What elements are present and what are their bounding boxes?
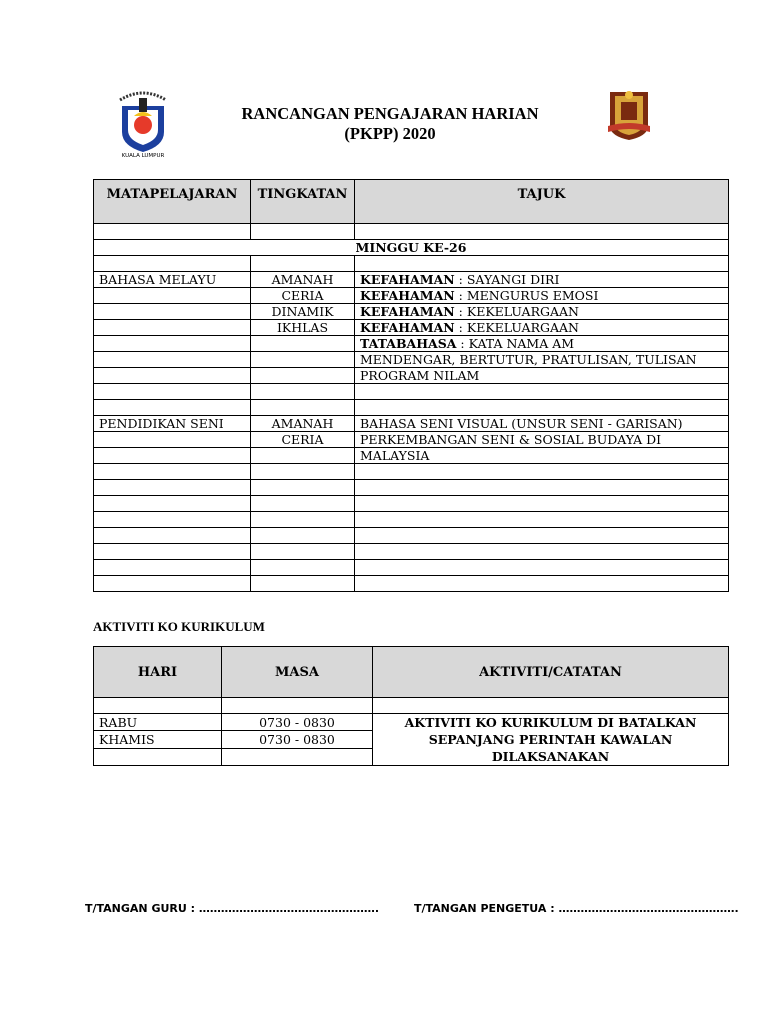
topic-category: KEFAHAMAN	[360, 320, 455, 335]
hari-cell: RABU	[94, 714, 222, 731]
class-cell: CERIA	[251, 432, 355, 448]
topic-cell	[355, 432, 729, 448]
week-label: MINGGU KE-26	[94, 240, 729, 256]
header-matapelajaran: MATAPELAJARAN	[94, 180, 251, 224]
class-cell	[251, 480, 355, 496]
topic-cell	[355, 384, 729, 400]
class-cell	[251, 576, 355, 592]
subject-cell	[94, 576, 251, 592]
topic-cell	[355, 576, 729, 592]
kokurikulum-table	[93, 646, 729, 766]
subject-cell	[94, 528, 251, 544]
header-aktiviti: AKTIVITI/CATATAN	[373, 647, 729, 698]
aktiviti-note: AKTIVITI KO KURIKULUM DI BATALKAN SEPANJANG PERINTAH KAWALAN DILAKSANAKAN	[373, 714, 729, 766]
table-row	[94, 480, 729, 496]
class-cell	[251, 448, 355, 464]
topic-category: TATABAHASA	[360, 336, 457, 351]
topic-cell	[355, 400, 729, 416]
subject-cell	[94, 480, 251, 496]
table-row	[94, 400, 729, 416]
class-cell	[251, 368, 355, 384]
topic-detail: : MENGURUS EMOSI	[454, 288, 599, 303]
header-hari: HARI	[94, 647, 222, 698]
header-tingkatan: TINGKATAN	[251, 180, 355, 224]
class-cell: IKHLAS	[251, 320, 355, 336]
table-row	[94, 544, 729, 560]
topic-cell	[355, 304, 729, 320]
school-logo-right	[604, 86, 654, 142]
principal-signature-line: T/TANGAN PENGETUA : ………………………………………….	[414, 902, 739, 915]
topic-cell	[355, 544, 729, 560]
table-row	[94, 320, 729, 336]
topic-cell	[355, 368, 729, 384]
topic-detail: : KEKELUARGAAN	[454, 320, 579, 335]
topic-detail: BAHASA SENI VISUAL (UNSUR SENI - GARISAN)	[360, 416, 683, 431]
table-row	[94, 384, 729, 400]
header-masa: MASA	[222, 647, 373, 698]
subject-cell	[94, 544, 251, 560]
class-cell	[251, 560, 355, 576]
table-row	[94, 272, 729, 288]
class-cell	[251, 336, 355, 352]
kokurikulum-heading: AKTIVITI KO KURIKULUM	[93, 619, 265, 634]
topic-category: KEFAHAMAN	[360, 272, 455, 287]
title-line-1: RANCANGAN PENGAJARAN HARIAN	[241, 104, 539, 123]
hari-cell: KHAMIS	[94, 731, 222, 748]
class-cell	[251, 400, 355, 416]
table-row	[94, 512, 729, 528]
topic-cell	[355, 480, 729, 496]
topic-cell	[355, 448, 729, 464]
topic-cell	[355, 560, 729, 576]
topic-detail: PROGRAM NILAM	[360, 368, 480, 383]
class-cell: CERIA	[251, 288, 355, 304]
class-cell	[251, 384, 355, 400]
subject-cell	[94, 432, 251, 448]
teacher-signature-line: T/TANGAN GURU : ………………………………………….	[85, 902, 380, 915]
subject-cell	[94, 496, 251, 512]
table-row	[94, 288, 729, 304]
class-cell	[251, 528, 355, 544]
class-cell	[251, 496, 355, 512]
table-row	[94, 256, 729, 272]
topic-category: KEFAHAMAN	[360, 304, 455, 319]
subject-cell: BAHASA MELAYU	[94, 272, 251, 288]
table-row	[94, 714, 729, 731]
table-row	[94, 496, 729, 512]
table-row	[94, 304, 729, 320]
topic-cell	[355, 512, 729, 528]
topic-cell	[355, 416, 729, 432]
subject-cell	[94, 464, 251, 480]
title-line-2: (PKPP) 2020	[344, 124, 436, 143]
topic-cell	[355, 496, 729, 512]
subject-cell	[94, 288, 251, 304]
subject-cell	[94, 320, 251, 336]
topic-cell	[355, 320, 729, 336]
topic-category: KEFAHAMAN	[360, 288, 455, 303]
table-row	[94, 698, 729, 714]
subject-cell	[94, 336, 251, 352]
table-row	[94, 416, 729, 432]
topic-detail: : KEKELUARGAAN	[454, 304, 579, 319]
class-cell: AMANAH	[251, 416, 355, 432]
masa-cell: 0730 - 0830	[222, 714, 373, 731]
topic-cell	[355, 464, 729, 480]
subject-cell	[94, 560, 251, 576]
table-row	[94, 224, 729, 240]
subject-cell	[94, 368, 251, 384]
class-cell: AMANAH	[251, 272, 355, 288]
class-cell	[251, 464, 355, 480]
header-tajuk: TAJUK	[355, 180, 729, 224]
topic-detail: PERKEMBANGAN SENI & SOSIAL BUDAYA DI	[360, 432, 662, 447]
page-title	[200, 104, 580, 144]
subject-cell	[94, 304, 251, 320]
table-row	[94, 560, 729, 576]
topic-cell	[355, 288, 729, 304]
topic-detail: MENDENGAR, BERTUTUR, PRATULISAN, TULISAN	[360, 352, 697, 367]
topic-cell	[355, 528, 729, 544]
class-cell: DINAMIK	[251, 304, 355, 320]
table-row	[94, 368, 729, 384]
subject-cell	[94, 352, 251, 368]
table-row	[94, 352, 729, 368]
week-row	[94, 240, 729, 256]
table-row	[94, 576, 729, 592]
topic-detail: : KATA NAMA AM	[456, 336, 575, 351]
subject-cell	[94, 384, 251, 400]
table-row	[94, 336, 729, 352]
topic-detail: MALAYSIA	[360, 448, 430, 463]
table-row	[94, 464, 729, 480]
topic-detail: : SAYANGI DIRI	[454, 272, 560, 287]
table-row	[94, 528, 729, 544]
lesson-plan-table	[93, 179, 729, 592]
topic-cell	[355, 352, 729, 368]
table-row	[94, 432, 729, 448]
subject-cell	[94, 512, 251, 528]
subject-cell	[94, 448, 251, 464]
masa-cell: 0730 - 0830	[222, 731, 373, 748]
table-row	[94, 448, 729, 464]
class-cell	[251, 544, 355, 560]
svg-text:KUALA LUMPUR: KUALA LUMPUR	[121, 153, 165, 158]
topic-cell	[355, 272, 729, 288]
class-cell	[251, 512, 355, 528]
topic-cell	[355, 336, 729, 352]
subject-cell	[94, 400, 251, 416]
subject-cell: PENDIDIKAN SENI	[94, 416, 251, 432]
class-cell	[251, 352, 355, 368]
school-logo-left	[112, 86, 174, 158]
